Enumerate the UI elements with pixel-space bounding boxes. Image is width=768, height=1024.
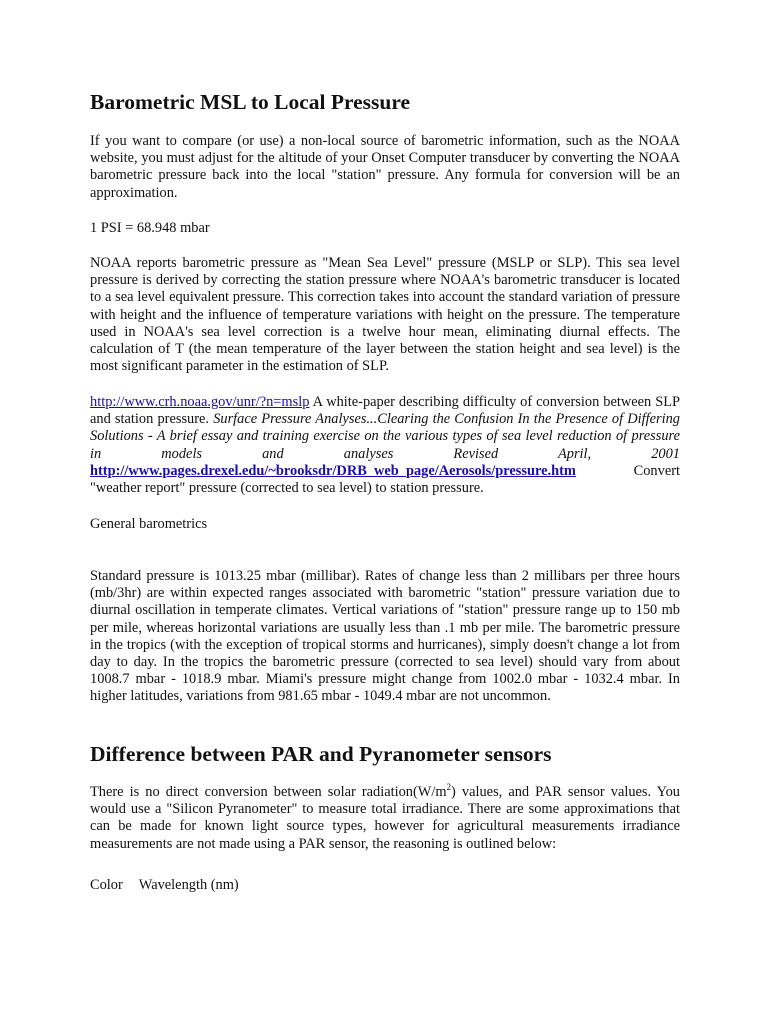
para-noaa: NOAA reports barometric pressure as "Mean Sea Level" pressure (MSLP or SLP). This sea level pressure is derived by correcting the station pressure where NOAA's barometric transducer is located to a sea level equivalent pressure. This correction takes into account the standard variation of pressure with height and the influence of temperature variations with height on the pressure. The temperature used in NOAA's sea level correction is a twelve hour mean, eliminating diurnal effects. The calculation of T (the mean temperature of the layer between the station height and sea level) is the most significant parameter in the estimation of SLP. — [90, 255, 680, 375]
psi-line: 1 PSI = 68.948 mbar — [90, 220, 210, 236]
par-text-before: There is no direct conversion between solar radiation(W/m — [90, 784, 447, 800]
link-noaa-mslp[interactable]: http://www.crh.noaa.gov/unr/?n=mslp — [90, 394, 310, 410]
general-barometrics-label: General barometrics — [90, 516, 208, 532]
par-text-after: ) values, and PAR sensor values. You would use a "Silicon Pyranometer" to measure total irradiance. There are some approximations that can be made for known light source types, however for agricultural measurements irradiance measurements are not made using a PAR sensor, the reasoning is outlined below: — [90, 784, 680, 852]
link1-description: A white-paper describing difficulty of conversion between SLP and station pressure. — [90, 394, 680, 428]
link2-description: Convert "weather report" pressure (corrected to sea level) to station pressure. — [90, 462, 680, 497]
heading-par-pyranometer: Difference between PAR and Pyranometer sensors — [90, 742, 552, 766]
superscript-2: 2 — [446, 782, 452, 793]
heading-barometric: Barometric MSL to Local Pressure — [90, 90, 411, 114]
link-drexel-pressure[interactable]: http://www.pages.drexel.edu/~brooksdr/DRB_web_page/Aerosols/pressure.htm — [90, 462, 576, 479]
para-par — [90, 784, 680, 853]
para-intro: If you want to compare (or use) a non-local source of barometric information, such as the NOAA website, you must adjust for the altitude of your Onset Computer transducer by converting the NOAA barometric pressure back into the local "station" pressure. Any formula for conversion will be an approximation. — [90, 133, 680, 201]
para-standard-pressure: Standard pressure is 1013.25 mbar (millibar). Rates of change less than 2 millibars per three hours (mb/3hr) are within expected ranges associated with barometric "station" pressure variation due to diurnal oscillation in temperate climates. Vertical variations of "station" pressure range up to 150 mb per mile, whereas horizontal variations are usually less than .1 mb per mile. The barometric pressure in the tropics (with the exception of tropical storms and hurricanes), simply doesn't change a lot from day to day. In the tropics the barometric pressure (corrected to sea level) should vary from about 1008.7 mbar - 1018.9 mbar. Miami's pressure might change from 1002.0 mbar - 1032.4 mbar. In higher latitudes, variations from 981.65 mbar - 1049.4 mbar are not uncommon. — [90, 568, 680, 705]
column-wavelength-header: Wavelength (nm) — [138, 877, 239, 893]
para-links — [90, 394, 680, 497]
italic-essay-title: Surface Pressure Analyses...Clearing the Confusion In the Presence of Differing Solutions - A brief essay and training exercise on the various types of sea level reduction of pressure in models and analyses Revised April, 2001 — [90, 411, 681, 462]
table-header-row — [90, 877, 239, 894]
column-color-header: Color — [90, 877, 123, 893]
